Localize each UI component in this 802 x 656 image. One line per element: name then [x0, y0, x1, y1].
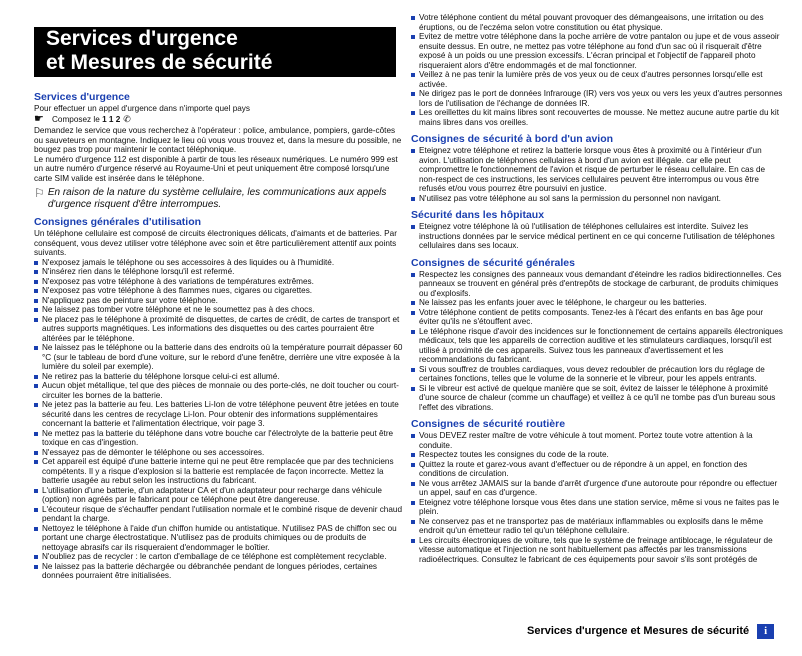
left-column [34, 85, 404, 581]
aircraft-heading: Consignes de sécurité à bord d'un avion [411, 133, 614, 145]
list-item: N'exposez pas votre téléphone à des variations de températures extrêmes. [34, 277, 404, 287]
list-item: Respectez toutes les consignes du code de la route. [411, 450, 783, 460]
dial-instruction [34, 112, 404, 125]
list-item: Eteignez votre téléphone lorsque vous êtes dans une station service, même si vous ne faites pas le plein. [411, 498, 783, 517]
footer-text: Services d'urgence et Mesures de sécurité [527, 624, 750, 637]
list-item: N'exposez jamais le téléphone ou ses accessoires à des liquides ou à l'humidité. [34, 258, 404, 268]
list-item: Aucun objet métallique, tel que des pièces de monnaie ou des porte-clés, ne doit toucher ou court-circuiter les bornes de la batterie. [34, 381, 404, 400]
list-item: Nettoyez le téléphone à l'aide d'un chiffon humide ou antistatique. N'utilisez PAS de chiffon sec ou portant une charge électrostatique. N'utilisez pas de produits chimiques ou de produits de nettoyage abrasifs car ils risqueraient d'endommager le boîtier. [34, 524, 404, 553]
list-item: N'essayez pas de démonter le téléphone ou ses accessoires. [34, 448, 404, 458]
general-heading: Consignes générales d'utilisation [34, 216, 202, 228]
list-item: Le téléphone risque d'avoir des incidences sur le fonctionnement de certains appareils électroniques médicaux, tels que les appareils de correction auditive et les stimulateurs cardiaques, lorsqu'il est utilisé à proximité de ces appareils. Suivez tous les panneaux d'avertissement et les recommandations du fabricant. [411, 327, 783, 365]
list-item: Cet appareil est équipé d'une batterie interne qui ne peut être remplacée que par des techniciens compétents. Il y a risque d'explosion si la batterie est remplacée de façon incorrecte. Mettez la batterie usagée au rebut selon les instructions du fabricant. [34, 457, 404, 486]
list-item: Ne jetez pas la batterie au feu. Les batteries Li-Ion de votre téléphone peuvent être jetées en toute sécurité dans les centres de recyclage Li-Ion. Pour obtenir des informations supplémentaires concernant la batterie et l'alimentation électrique, voir page 3. [34, 400, 404, 429]
list-item: Ne retirez pas la batterie du téléphone lorsque celui-ci est allumé. [34, 372, 404, 382]
safety-list [411, 270, 783, 413]
list-item: Votre téléphone contient de petits composants. Tenez-les à l'écart des enfants en bas âge pour éviter qu'ils ne s'étouffent avec. [411, 308, 783, 327]
list-item: L'écouteur risque de s'échauffer pendant l'utilisation normale et le combiné risque de devenir chaud pendant la charge. [34, 505, 404, 524]
road-heading: Consignes de sécurité routière [411, 418, 566, 430]
page-title [34, 27, 396, 77]
list-item: Ne vous arrêtez JAMAIS sur la bande d'arrêt d'urgence d'une autoroute pour répondre ou effectuer un appel, sauf en cas d'urgence. [411, 479, 783, 498]
emergency-paragraph-1: Demandez le service que vous recherchez à l'opérateur : police, ambulance, pompiers, garde-côtes ou sauveteurs en montagne. Indiquez le lieu où vous vous trouvez et, dans la mesure du possible, ne bougez pas trop pour maintenir le contact téléphonique. [34, 126, 402, 154]
dial-number: 1 1 2 [102, 114, 121, 124]
hospital-list [411, 222, 783, 251]
list-item: Ne laissez pas la batterie déchargée ou débranchée pendant de longues périodes, certaines données pourraient être initialisées. [34, 562, 404, 581]
pointing-hand-icon: ☛ [34, 112, 44, 125]
emergency-heading: Services d'urgence [34, 91, 130, 103]
note-flag-icon: ⚐ [34, 186, 45, 200]
emergency-intro: Pour effectuer un appel d'urgence dans n'importe quel pays [34, 104, 250, 113]
list-item: N'oubliez pas de recycler : le carton d'emballage de ce téléphone est complètement recyclable. [34, 552, 404, 562]
list-item: Ne laissez pas les enfants jouer avec le téléphone, le chargeur ou les batteries. [411, 298, 783, 308]
dial-label: Composez le [52, 114, 100, 124]
road-list [411, 431, 783, 564]
title-line-1: Services d'urgence [46, 27, 238, 50]
list-item: Les circuits électroniques de voiture, tels que le système de freinage antiblocage, le régulateur de vitesse automatique et l'injection ne sont habituellement pas affectés par les transmissions radioélectriques. Consultez le fabricant de ces équipements pour savoir s'ils sont protégés de [411, 536, 783, 565]
list-item: Ne placez pas le téléphone à proximité de disquettes, de cartes de crédit, de cartes de transport et autres supports magnétiques. Les informations des disquettes ou des cartes pourraient être altérées par le téléphone. [34, 315, 404, 344]
list-item: Votre téléphone contient du métal pouvant provoquer des démangeaisons, une irritation ou des éruptions, ou de l'eczéma selon votre constitution ou état physique. [411, 13, 783, 32]
list-item: Eteignez votre téléphone et retirez la batterie lorsque vous êtes à proximité ou à l'intérieur d'un avion. L'utilisation de téléphones cellulaires à bord d'un avion est illégale. car elle peut compromettre le fonctionnement de l'avion et risque de perturber le réseau cellulaire. En cas de non-respect de ces instructions, les services cellulaires peuvent être interrompus ou vous être refusés et/ou vous pourrez être poursuivi en justice. [411, 146, 783, 194]
list-item: Veillez à ne pas tenir la lumière près de vos yeux ou de ceux d'autres personnes lorsqu'elle est activée. [411, 70, 783, 89]
list-item: Ne mettez pas la batterie du téléphone dans votre bouche car l'électrolyte de la batterie peut être toxique en cas d'ingestion. [34, 429, 404, 448]
hospital-heading: Sécurité dans les hôpitaux [411, 209, 545, 221]
right-column [411, 13, 783, 564]
list-item: Ne laissez pas le téléphone ou la batterie dans des endroits où la température pourrait dépasser 60 °C (sur le tableau de bord d'une voiture, sur le rebord d'une fenêtre, derrière une vitre exposée à la lumière du soleil par exemple). [34, 343, 404, 372]
general-list-continued [411, 13, 783, 127]
phone-handset-icon: ✆ [123, 113, 131, 124]
network-note-text: En raison de la nature du système cellulaire, les communications aux appels d'urgence risquent d'être interrompues. [47, 187, 387, 210]
general-list [34, 258, 404, 581]
list-item: Ne conservez pas et ne transportez pas de matériaux inflammables ou explosifs dans le même endroit qu'un émetteur radio tel qu'un téléphone cellulaire. [411, 517, 783, 536]
list-item: N'appliquez pas de peinture sur votre téléphone. [34, 296, 404, 306]
list-item: N'insérez rien dans le téléphone lorsqu'il est refermé. [34, 267, 404, 277]
title-line-2: et Mesures de sécurité [46, 51, 273, 74]
general-intro: Un téléphone cellulaire est composé de circuits électroniques délicats, d'aimants et de batteries. Par conséquent, vous devez utiliser votre téléphone avec soin et être particulièrement attentif aux points suivants. [34, 229, 397, 257]
list-item: Ne laissez pas tomber votre téléphone et ne le soumettez pas à des chocs. [34, 305, 404, 315]
page-footer [527, 624, 774, 639]
list-item: Ne dirigez pas le port de données Infrarouge (IR) vers vos yeux ou vers les yeux d'autres personnes lors de l'utilisation de l'échange de données IR. [411, 89, 783, 108]
emergency-paragraph-2: Le numéro d'urgence 112 est disponible à partir de tous les réseaux numériques. Le numéro 999 est un autre numéro d'urgence réservé au Royaume-Uni et peut uniquement être composé lorsqu'une carte SIM valide est insérée dans le téléphone. [34, 154, 398, 183]
list-item: L'utilisation d'une batterie, d'un adaptateur CA et d'un adaptateur pour recharge dans véhicule (option) non agréés par le fabricant pour ce téléphone peut être dangereuse. [34, 486, 404, 505]
list-item: Les oreillettes du kit mains libres sont recouvertes de mousse. Ne mettez aucune autre partie du kit mains libres dans vos oreilles. [411, 108, 783, 127]
list-item: Si vous souffrez de troubles cardiaques, vous devez redoubler de précaution lors du réglage de certaines fonctions, telles que le volume de la sonnerie et le vibreur, pour les appels entrants. [411, 365, 783, 384]
list-item: Vous DEVEZ rester maître de votre véhicule à tout moment. Portez toute votre attention à la conduite. [411, 431, 783, 450]
list-item: Eteignez votre téléphone là où l'utilisation de téléphones cellulaires est interdite. Suivez les instructions données par le service médical pertinent en ce qui concerne l'utilisation de téléphones cellulaires dans ses locaux. [411, 222, 783, 251]
aircraft-list [411, 146, 783, 203]
list-item: N'utilisez pas votre téléphone au sol sans la permission du personnel non navigant. [411, 194, 783, 204]
list-item: Quittez la route et garez-vous avant d'effectuer ou de répondre à un appel, en fonction des conditions de circulation. [411, 460, 783, 479]
network-note [34, 187, 404, 210]
info-icon: i [757, 624, 774, 639]
safety-heading: Consignes de sécurité générales [411, 256, 575, 269]
list-item: Respectez les consignes des panneaux vous demandant d'éteindre les radios bidirectionnelles. Ces panneaux se trouvent en général près d'entrepôts de stockage de carburant, de produits chimiques ou d'explosifs. [411, 270, 783, 299]
list-item: Si le vibreur est activé de quelque manière que se soit, évitez de laisser le téléphone à proximité d'une source de chaleur (comme un chauffage) et veillez à ce qu'il ne tombe pas d'un bureau sous l'effet des vibrations. [411, 384, 783, 413]
list-item: N'exposez pas votre téléphone à des flammes nues, cigares ou cigarettes. [34, 286, 404, 296]
list-item: Evitez de mettre votre téléphone dans la poche arrière de votre pantalon ou jupe et de vous asseoir ensuite dessus. En outre, ne mettez pas votre téléphone au fond d'un sac où il risquerait d'être exposé à un poids ou une pression excessifs. L'écran principal et l'objectif de l'appareil photo risqueraient alors d'être endommagés et de mal fonctionner. [411, 32, 783, 70]
